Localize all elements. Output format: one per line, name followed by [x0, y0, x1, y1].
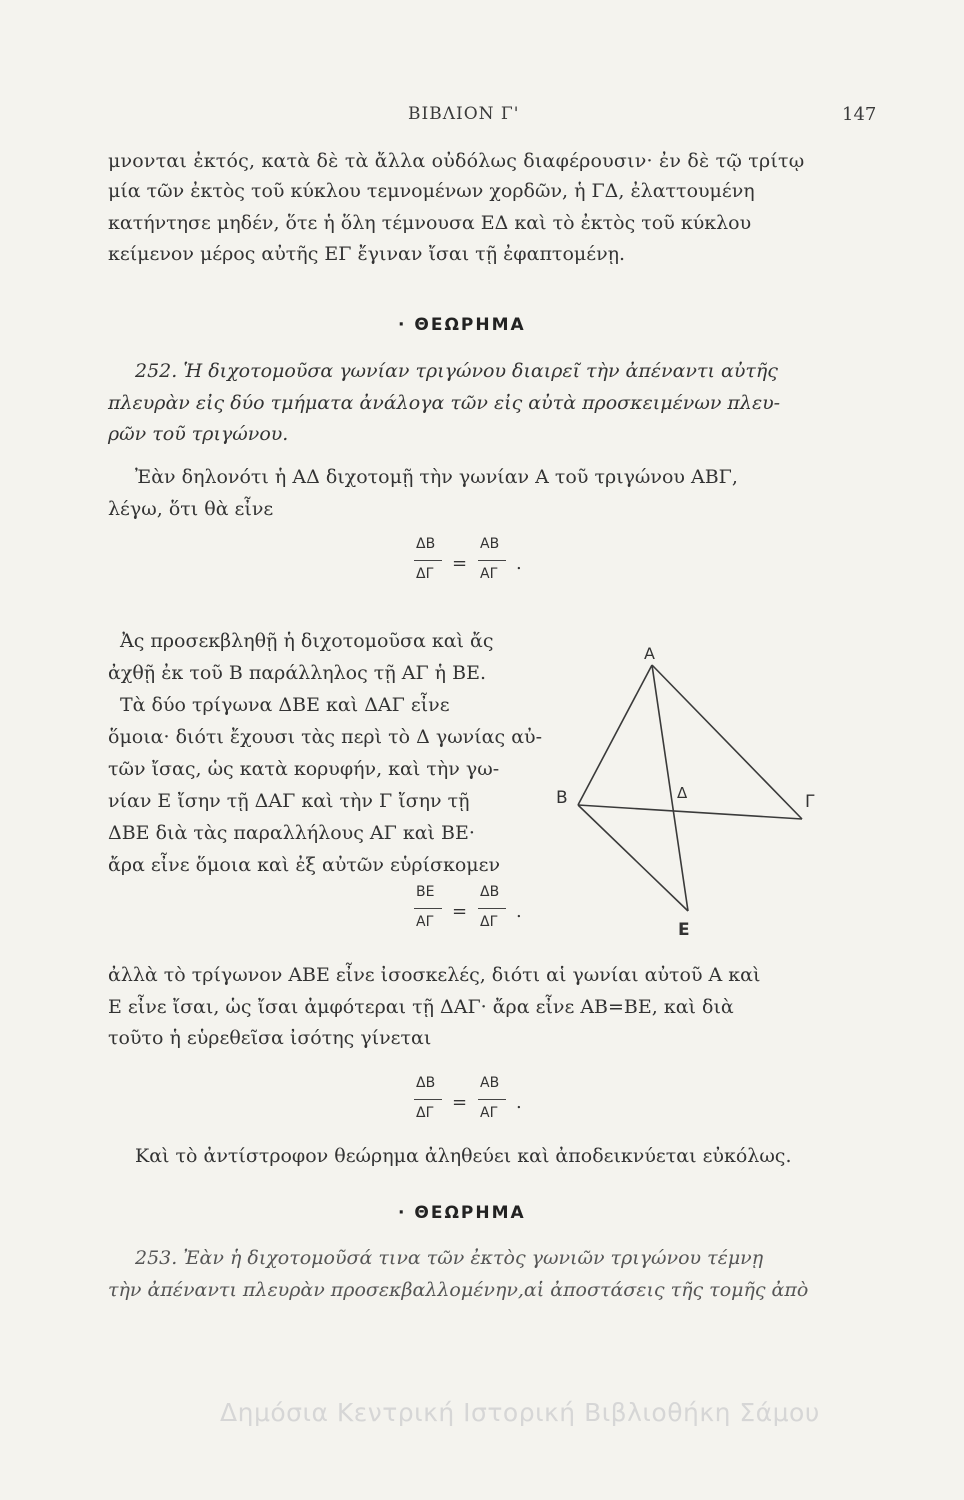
text-line: μία τῶν ἐκτὸς τοῦ κύκλου τεμνομένων χορδῶν, ἡ ΓΔ, ἐλαττουμένη	[108, 180, 755, 202]
proof-line: ἀχθῇ ἐκ τοῦ Β παράλληλος τῇ ΑΓ ἡ ΒΕ.	[108, 662, 486, 684]
period: .	[516, 901, 522, 922]
theorem-heading: · ΘΕΩΡΗΜΑ	[398, 315, 526, 335]
side-bg	[578, 805, 802, 819]
theorem-statement-line: 253. Ἐὰν ἡ διχοτομοῦσά τινα τῶν ἐκτὸς γωνιῶν τριγώνου τέμνῃ	[135, 1247, 764, 1269]
label-b: Β	[556, 788, 568, 808]
equals-sign: =	[452, 1092, 468, 1113]
theorem-statement-line: τὴν ἀπέναντι πλευρὰν προσεκβαλλομένην,αἱ ἀποστάσεις τῆς τομῆς ἀπὸ	[108, 1279, 809, 1301]
theorem-statement-line: πλευρὰν εἰς δύο τμήματα ἀνάλογα τῶν εἰς αὐτὰ προσκειμένων πλευ-	[108, 392, 781, 414]
text-line: Ε εἶνε ἴσαι, ὡς ἴσαι ἀμφότεραι τῇ ΔΑΓ· ἄρα εἶνε ΑΒ=ΒΕ, καὶ διὰ	[108, 996, 734, 1018]
text-line: Ἐὰν δηλονότι ἡ ΑΔ διχοτομῇ τὴν γωνίαν Α τοῦ τριγώνου ΑΒΓ,	[135, 466, 738, 488]
equals-sign: =	[452, 553, 468, 574]
theorem-heading: · ΘΕΩΡΗΜΑ	[398, 1203, 526, 1223]
text-line: μνονται ἐκτός, κατὰ δὲ τὰ ἄλλα οὐδόλως διαφέρουσιν· ἐν δὲ τῷ τρίτῳ	[108, 150, 805, 172]
text-line: κείμενον μέρος αὐτῆς ΕΓ ἔγιναν ἴσαι τῇ ἐφαπτομένῃ.	[108, 243, 626, 265]
period: .	[516, 553, 522, 574]
label-a: Α	[644, 644, 655, 663]
proof-line: Τὰ δύο τρίγωνα ΔΒΕ καὶ ΔΑΓ εἶνε	[120, 694, 450, 716]
library-watermark: Δημόσια Κεντρική Ιστορική Βιβλιοθήκη Σάμου	[220, 1398, 820, 1427]
parallel-be	[578, 805, 688, 911]
fraction: ΔΒ ΔΓ	[410, 536, 450, 592]
fraction: ΑΒ ΑΓ	[474, 1075, 514, 1131]
theorem-statement-line: ρῶν τοῦ τριγώνου.	[108, 423, 289, 445]
label-d: Δ	[677, 784, 688, 802]
running-header: ΒΙΒΛΙΟΝ Γ'	[408, 104, 520, 124]
label-e: Ε	[678, 920, 690, 940]
page-number: 147	[842, 104, 877, 125]
equals-sign: =	[452, 901, 468, 922]
proof-line: ΔΒΕ διὰ τὰς παραλλήλους ΑΓ καὶ ΒΕ·	[108, 822, 475, 844]
text-line: λέγω, ὅτι θὰ εἶνε	[108, 498, 274, 520]
side-ag	[652, 665, 802, 819]
side-ab	[578, 665, 652, 805]
triangle-figure	[540, 635, 840, 955]
fraction: ΔΒ ΔΓ	[474, 884, 514, 940]
period: .	[516, 1092, 522, 1113]
text-line: τοῦτο ἡ εὑρεθεῖσα ἰσότης γίνεται	[108, 1027, 432, 1049]
fraction: ΑΒ ΑΓ	[474, 536, 514, 592]
proof-line: τῶν ἴσας, ὡς κατὰ κορυφήν, καὶ τὴν γω-	[108, 758, 500, 780]
proof-line: Ἀς προσεκβληθῇ ἡ διχοτομοῦσα καὶ ἄς	[120, 630, 494, 652]
proof-line: ἄρα εἶνε ὅμοια καὶ ἐξ αὐτῶν εὑρίσκομεν	[108, 854, 501, 876]
fraction: ΒΕ ΑΓ	[410, 884, 450, 940]
theorem-statement-line: 252. Ἡ διχοτομοῦσα γωνίαν τριγώνου διαιρεῖ τὴν ἀπέναντι αὐτῆς	[135, 360, 778, 382]
text-line: κατήντησε μηδέν, ὅτε ἡ ὅλη τέμνουσα ΕΔ καὶ τὸ ἐκτὸς τοῦ κύκλου	[108, 212, 752, 234]
proof-line: νίαν Ε ἴσην τῇ ΔΑΓ καὶ τὴν Γ ἴσην τῇ	[108, 790, 470, 812]
label-g: Γ	[805, 792, 815, 812]
closing-line: Καὶ τὸ ἀντίστροφον θεώρημα ἀληθεύει καὶ ἀποδεικνύεται εὐκόλως.	[135, 1145, 792, 1167]
fraction: ΔΒ ΔΓ	[410, 1075, 450, 1131]
text-line: ἀλλὰ τὸ τρίγωνον ΑΒΕ εἶνε ἰσοσκελές, διότι αἱ γωνίαι αὐτοῦ Α καὶ	[108, 964, 761, 986]
proof-line: ὅμοια· διότι ἔχουσι τὰς περὶ τὸ Δ γωνίας αὐ-	[108, 726, 542, 748]
